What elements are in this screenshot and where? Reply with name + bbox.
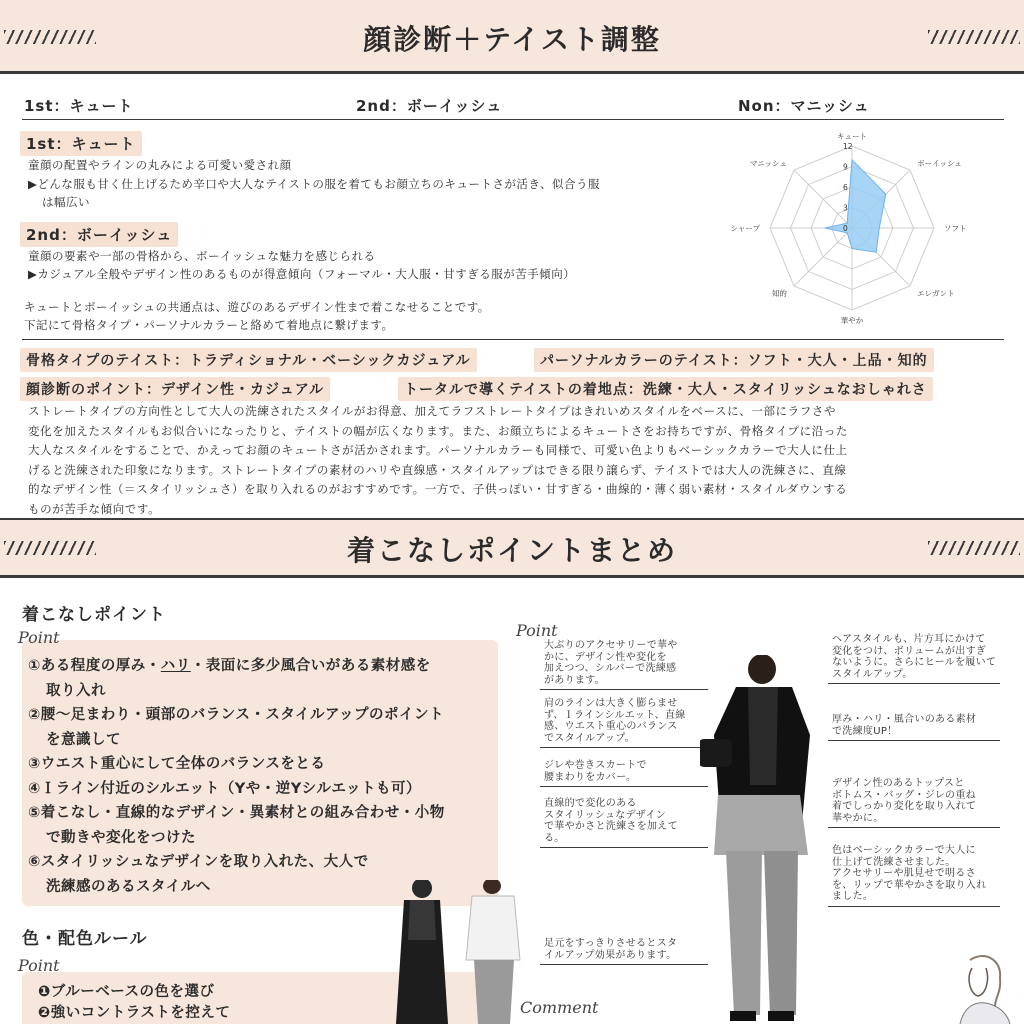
annotation-line: 感、ウエスト重心のバランス xyxy=(544,721,678,732)
radar-tick-label: 9 xyxy=(843,162,848,172)
annotation-line: ボトムス・バッグ・ジレの重ね xyxy=(832,789,976,801)
annotation-line: スタイルアップ。 xyxy=(832,668,913,680)
boyish-line: ▶カジュアル全般やデザイン性のあるものが得意傾向（フォーマル・大人服・甘すぎる服が苦手傾向） xyxy=(28,267,576,281)
cute-heading: 1st：キュート xyxy=(20,131,142,156)
annotation-rule xyxy=(540,964,708,965)
annotation-line: 直線的で変化のある xyxy=(544,798,637,809)
annotation-line: ず、Ｉラインシルエット、直線 xyxy=(544,709,686,721)
paragraph-line: ものが苦手な傾向です。 xyxy=(28,501,161,516)
annotation-line: ヘアスタイルも、片方耳にかけて xyxy=(832,634,986,645)
annotation-line: る。 xyxy=(544,832,565,844)
radar-axis-label: マニッシュ xyxy=(749,158,787,168)
annotation-line: イルアップ効果があります。 xyxy=(544,949,677,961)
cute-line: は幅広い xyxy=(42,195,90,209)
colors-heading: 色・配色ルール xyxy=(22,929,148,949)
radar-axis-label: シャープ xyxy=(730,224,760,233)
point-item: で動きや変化をつけた xyxy=(46,829,196,846)
annotation-rule xyxy=(828,906,1000,907)
annotation-line: アクセサリーや肌見せで明るさ xyxy=(832,868,976,879)
annotation-line: でスタイルアップ。 xyxy=(544,732,635,744)
paragraph-line: げると洗練された印象になります。ストレートタイプの素材のハリや直線感・スタイルアップはできる限り譲らず、テイストでは大人の洗練さに、直線 xyxy=(28,462,847,477)
point-item: 洗練感のあるスタイルへ xyxy=(46,878,211,895)
annotation-rule xyxy=(540,847,708,848)
tag-total: トータルで導くテイストの着地点：洗練・大人・スタイリッシュなおしゃれさ xyxy=(398,377,933,401)
rank-first: 1st：キュート xyxy=(24,97,134,115)
annotation-line: ました。 xyxy=(832,891,874,902)
annotation-line: で華やかさと洗練さを加えて xyxy=(544,821,678,832)
section-band xyxy=(0,518,1024,578)
radar-axis-label: ボーイッシュ xyxy=(917,158,962,168)
page-title: 顔診断＋テイスト調整 xyxy=(363,23,661,56)
tag-skeleton: 骨格タイプのテイスト：トラディショナル・ベーシックカジュアル xyxy=(20,348,477,372)
paragraph-line: ストレートタイプの方向性として大人の洗練されたスタイルがお得意、加えてラフストレートタイプはきれいめスタイルをベースに、一部にラフさや xyxy=(28,404,837,418)
summary-paragraph xyxy=(28,402,998,520)
annotation-line: 変化をつけ、ボリュームが出すぎ xyxy=(832,645,987,657)
radar-tick-label: 0 xyxy=(843,224,848,233)
tag-personal: パーソナルカラーのテイスト：ソフト・大人・上品・知的 xyxy=(534,348,934,372)
annotation-line: があります。 xyxy=(544,674,605,686)
paragraph-line: 的なデザイン性（＝スタイリッシュさ）を取り入れるのがおすすめです。一方で、子供っぽい・甘すぎる・曲線的・薄く弱い素材・スタイルダウンする xyxy=(28,482,848,497)
sketch-illustration xyxy=(930,950,1020,1024)
annotation-line: 肩のラインは大きく膨らませ xyxy=(544,698,678,709)
color-item: ❶ブルーベースの色を選び xyxy=(38,984,215,1000)
annotation-rule xyxy=(540,786,708,787)
hatch-decoration xyxy=(928,30,1020,44)
hatch-decoration xyxy=(928,541,1020,555)
annotation-rule xyxy=(540,689,708,690)
annotation-line: ジレや巻きスカートで xyxy=(544,760,647,771)
common-line: キュートとボーイッシュの共通点は、遊びのあるデザイン性まで着こなせることです。 xyxy=(24,300,490,314)
color-script-label: Point xyxy=(18,956,60,975)
rank-non: Non：マニッシュ xyxy=(738,97,870,115)
note-script-label: Point xyxy=(516,621,558,640)
colors-list xyxy=(38,982,230,1024)
points-heading: 着こなしポイント xyxy=(22,605,166,625)
annotation-line: 色はベーシックカラーで大人に xyxy=(832,845,976,856)
cute-line: ▶どんな服も甘く仕上げるため辛口や大人なテイストの服を着てもお顔立ちのキュートさが活き、似合う服 xyxy=(28,177,600,191)
radar-axis-label: ソフト xyxy=(944,224,967,233)
annotation-rule xyxy=(828,683,1000,684)
point-item: ②腰〜足まわり・頭部のバランス・スタイルアップのポイント xyxy=(28,707,445,723)
tag-face: 顔診断のポイント：デザイン性・カジュアル xyxy=(20,377,330,401)
point-item: 取り入れ xyxy=(46,682,106,699)
radar-axis-label: キュート xyxy=(837,132,867,141)
radar-tick-label: 6 xyxy=(843,183,848,192)
point-item: ③ウエスト重心にして全体のバランスをとる xyxy=(28,756,326,772)
point-item: ①ある程度の厚み・ハリ・表面に多少風合いがある素材感を xyxy=(28,658,431,674)
outfit-photo-main xyxy=(700,655,840,1024)
annotation-line: デザイン性のあるトップスと xyxy=(832,778,965,789)
annotation-line: を、リップで華やかさを取り入れ xyxy=(832,879,987,891)
header-band xyxy=(0,0,1024,74)
paragraph-line: 変化を加えたスタイルもお似合いになったりと、テイストの幅が広くなります。また、お顔立ちによるキュートさをお持ちですが、骨格タイプに沿った xyxy=(28,423,849,438)
point-item: ④Ｉライン付近のシルエット（Yや・逆Yシルエットも可） xyxy=(28,780,422,797)
annotation-rule xyxy=(828,740,1000,741)
annotation-line: かに、デザイン性や変化を xyxy=(544,651,667,663)
radar-axis-label: エレガント xyxy=(917,289,955,299)
radar-chart xyxy=(730,128,980,328)
boyish-heading: 2nd：ボーイッシュ xyxy=(20,222,178,247)
radar-tick-label: 3 xyxy=(843,203,848,213)
annotation-line: 腰まわりをカバー。 xyxy=(544,771,637,783)
point-item: ⑥スタイリッシュなデザインを取り入れた、大人で xyxy=(28,854,369,870)
divider xyxy=(22,119,1004,120)
annotation-rule xyxy=(828,827,1000,828)
outfit-photo-small xyxy=(388,880,528,1024)
annotation-line: 華やかに。 xyxy=(832,812,884,824)
annotation-rule xyxy=(540,747,708,748)
color-item: ❷強いコントラストを控えて xyxy=(38,1005,231,1021)
divider xyxy=(22,339,1004,340)
point-script-label: Point xyxy=(18,628,60,647)
cute-line: 童顔の配置やラインの丸みによる可愛い愛され顔 xyxy=(28,158,292,172)
annotation-line: 仕上げて洗練させました。 xyxy=(832,856,956,868)
annotation-line: 厚み・ハリ・風合いのある素材 xyxy=(832,714,977,725)
comment-script-label: Comment xyxy=(520,998,599,1017)
section-title: 着こなしポイントまとめ xyxy=(346,534,677,567)
radar-axis-label: 華やか xyxy=(840,316,864,325)
paragraph-line: 大人なスタイルをすることで、かえってお顔のキュートさが活かされます。パーソナルカラーも同様で、可愛い色よりもベーシックカラーで大人に仕上 xyxy=(28,443,848,458)
annotation-line: ないように。さらにヒールを履いて xyxy=(832,657,997,668)
radar-tick-label: 12 xyxy=(843,142,853,151)
annotation-line: で洗練度UP！ xyxy=(832,725,898,737)
boyish-line: 童顔の要素や一部の骨格から、ボーイッシュな魅力を感じられる xyxy=(28,249,376,263)
points-list xyxy=(28,654,445,899)
annotation-line: 足元をすっきりさせるとスタ xyxy=(544,938,678,949)
common-line: 下記にて骨格タイプ・パーソナルカラーと絡めて着地点に繋げます。 xyxy=(24,318,394,332)
point-item: ⑤着こなし・直線的なデザイン・異素材との組み合わせ・小物 xyxy=(28,805,445,821)
radar-axis-label: 知的 xyxy=(771,289,787,299)
annotation-line: スタイリッシュなデザイン xyxy=(544,809,667,821)
rank-second: 2nd：ボーイッシュ xyxy=(356,97,503,115)
point-item: を意識して xyxy=(46,731,121,748)
annotation-line: 大ぶりのアクセサリーで華や xyxy=(544,640,678,651)
annotation-line: 加えつつ、シルバーで洗練感 xyxy=(544,663,677,674)
annotation-line: 着でしっかり変化を取り入れて xyxy=(832,801,977,812)
